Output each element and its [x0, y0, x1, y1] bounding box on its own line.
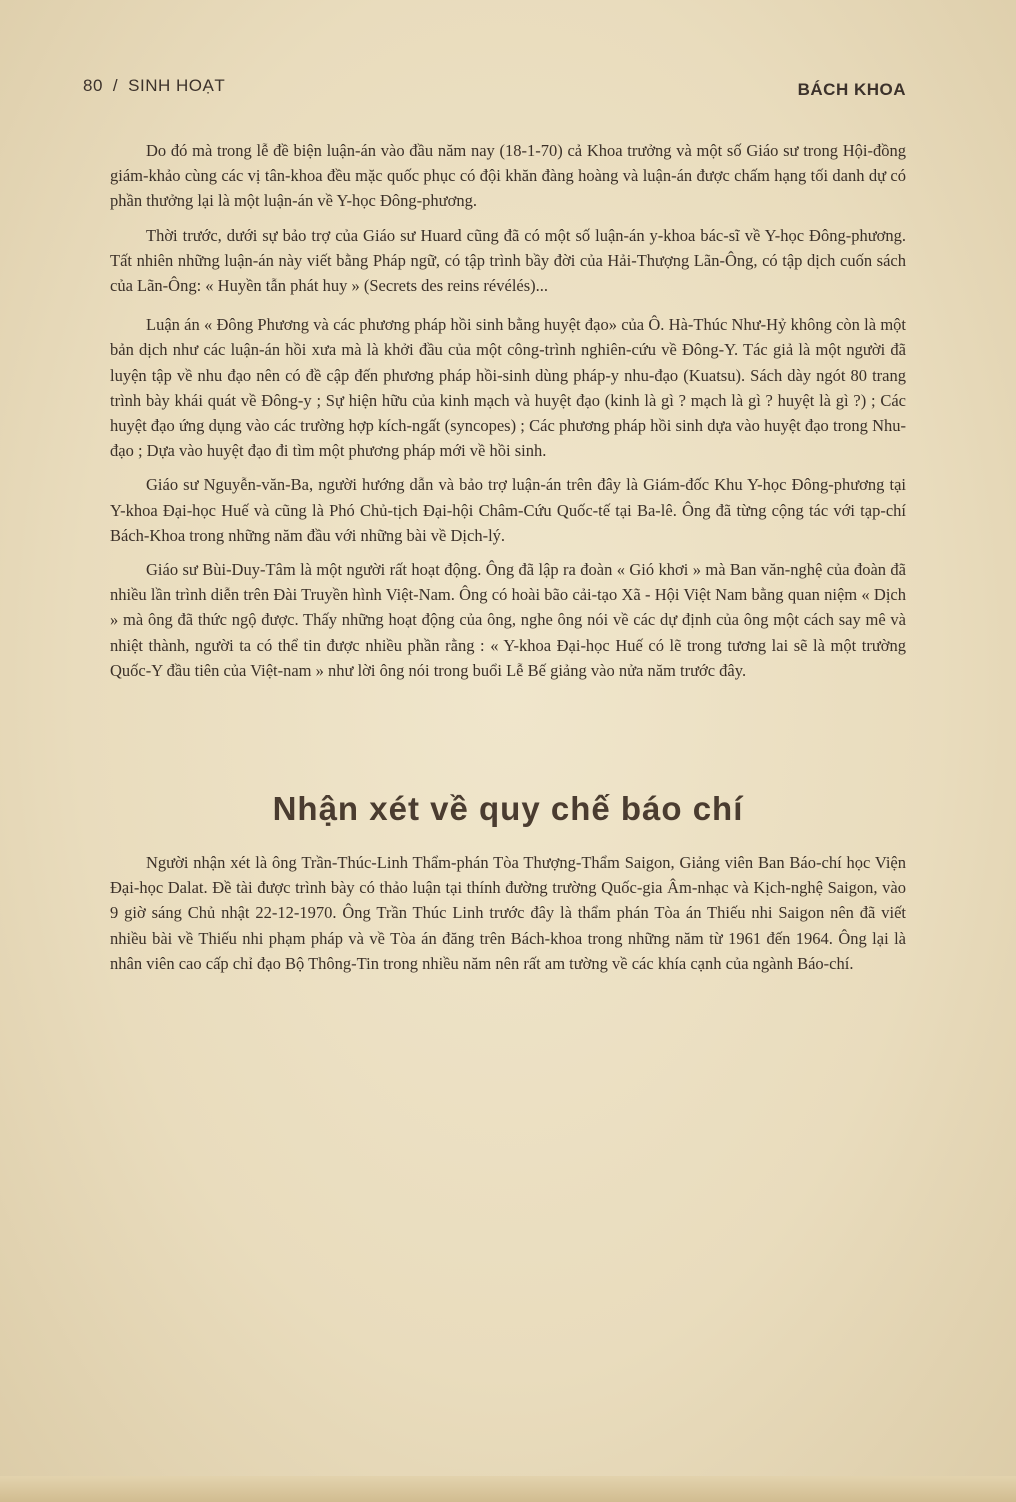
page-number: 80: [83, 76, 103, 95]
section-body: [110, 850, 906, 985]
section-heading: Nhận xét về quy chế báo chí: [272, 790, 744, 827]
header-separator: /: [112, 76, 119, 95]
paragraph: Người nhận xét là ông Trần-Thúc-Linh Thẩm-phán Tòa Thượng-Thẩm Saigon, Giảng viên Ban Báo-chí học Viện Đại-học Dalat. Đề tài được trình bày có thảo luận tại thính đường trường Quốc-gia Âm-nhạc và Kịch-nghệ Saigon, vào 9 giờ sáng Chủ nhật 22-12-1970. Ông Trần Thúc Linh trước đây là thẩm phán Tòa án Thiếu nhi Saigon nên đã viết nhiều bài về Thiếu nhi phạm pháp và về Tòa án đăng trên Bách-khoa trong những năm từ 1961 đến 1964. Ông lại là nhân viên cao cấp chỉ đạo Bộ Thông-Tin trong nhiều năm nên rất am tường về các khía cạnh của ngành Báo-chí.: [110, 853, 906, 973]
paragraph: Thời trước, dưới sự bảo trợ của Giáo sư Huard cũng đã có một số luận-án y-khoa bác-sĩ về Y-học Đông-phương. Tất nhiên những luận-án này viết bằng Pháp ngữ, có tập trình bầy đời của Hải-Thượng Lãn-Ông, có tập dịch cuốn sách của Lãn-Ông: « Huyền tẫn phát huy » (Secrets des reins révélés)...: [110, 225, 906, 296]
paragraph: Giáo sư Bùi-Duy-Tâm là một người rất hoạt động. Ông đã lập ra đoàn « Gió khơi » mà Ban văn-nghệ của đoàn đã nhiều lần trình diễn trên Đài Truyền hình Việt-Nam. Ông có hoài bão cải-tạo Xã - Hội Việt Nam bằng quan niệm « Dịch » mà ông đã thức ngộ được. Thấy những hoạt động của ông, nghe ông nói về các dự định của ông một cách say mê và nhiệt thành, người ta có thể tin được nhiều phần rằng : « Y-khoa Đại-học Huế có lẽ trong tương lai sẽ là một trường Quốc-Y đầu tiên của Việt-nam » như lời ông nói trong buổi Lễ Bế giảng vào nửa năm trước đây.: [110, 560, 906, 680]
paragraph: Do đó mà trong lễ đề biện luận-án vào đầu năm nay (18-1-70) cả Khoa trưởng và một số Giáo sư trong Hội-đồng giám-khảo cùng các vị tân-khoa đều mặc quốc phục có đội khăn đàng hoàng và luận-án được chấm hạng tối danh dự có phần thưởng lại là một luận-án về Y-học Đông-phương.: [110, 141, 906, 211]
article-body: [110, 138, 906, 692]
header-left: [83, 76, 225, 96]
section-name: SINH HOẠT: [128, 76, 226, 95]
paragraph: Giáo sư Nguyễn-văn-Ba, người hướng dẫn và bảo trợ luận-án trên đây là Giám-đốc Khu Y-học Đông-phương tại Y-khoa Đại-học Huế và cũng là Phó Chủ-tịch Đại-hội Châm-Cứu Quốc-tế tại Ba-lê. Ông đã từng cộng tác với tạp-chí Bách-Khoa trong những năm đầu với những bài về Dịch-lý.: [110, 475, 906, 545]
paragraph: Luận án « Đông Phương và các phương pháp hồi sinh bằng huyệt đạo» của Ô. Hà-Thúc Như-Hỷ không còn là một bản dịch như các luận-án hồi xưa mà là khởi đầu của một công-trình nghiên-cứu về Đông-Y. Tác giả là một người đã luyện tập về nhu đạo nên có đề cập đến phương pháp hồi-sinh dùng pháp-y nhu-đạo (Kuatsu). Sách dày ngót 80 trang trình bày khái quát về Đông-y ; Sự hiện hữu của kinh mạch và huyệt đạo (kinh là gì ? mạch là gì ? huyệt là gì ?) ; Các huyệt đạo ứng dụng vào các trường hợp kích-ngất (syncopes) ; Các phương pháp hồi sinh dựa vào huyệt đạo trong Nhu-đạo ; Dựa vào huyệt đạo đi tìm một phương pháp mới về hồi sinh.: [110, 315, 906, 461]
page-edge: [0, 1476, 1016, 1502]
page-header: [83, 76, 906, 106]
magazine-name: BÁCH KHOA: [797, 80, 906, 99]
